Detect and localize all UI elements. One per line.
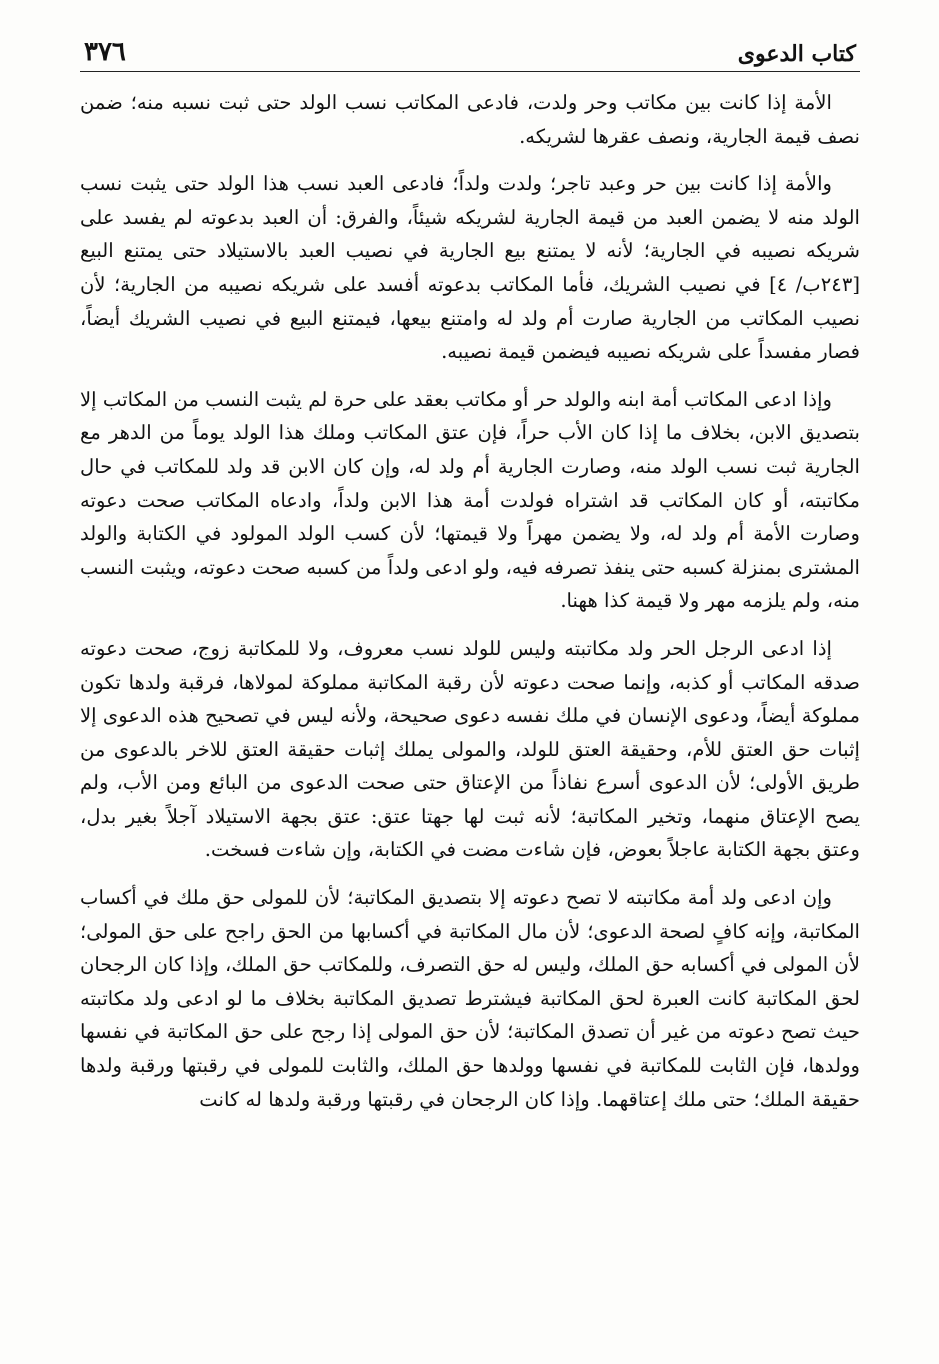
paragraph: والأمة إذا كانت بين حر وعبد تاجر؛ ولدت ولداً؛ فادعى العبد نسب هذا الولد حتى يثبت نسب الولد منه لا يضمن العبد من قيمة الجارية لشريكه شيئاً، والفرق: أن العبد بدعوته لم يفسد على شريكه نصيبه في الجارية؛ لأنه لا يمتنع بيع الجارية في نصيب العبد بالاستيلاد حتى يمتنع البيع [٢٤٣ب/ ٤] في نصيب الشريك، فأما المكاتب بدعوته أفسد على شريكه نصيبه من الجارية؛ لأن نصيب المكاتب من الجارية صارت أم ولد له وامتنع بيعها، فيمتنع البيع في نصيب الشريك أيضاً، فصار مفسداً على شريكه نصيبه فيضمن قيمة نصيبه. bbox=[80, 172, 860, 364]
paragraph: وإذا ادعى المكاتب أمة ابنه والولد حر أو مكاتب بعقد على حرة لم يثبت النسب من المكاتب إلا بتصديق الابن، بخلاف ما إذا كان الأب حراً، فإن عتق المكاتب وملك هذا الولد يوماً من الدهر مع الجارية ثبت نسب الولد منه، وصارت الجارية أم ولد له، وإن كان الابن قد ولد للمكاتب في حال مكاتبته، أو كان المكاتب قد اشتراه فولدت أمة هذا الابن ولداً، وادعاه المكاتب صحت دعوته وصارت الأمة أم ولد له، ولا يضمن مهراً ولا قيمتها؛ لأن كسب الولد المولود في الكتابة والولد المشترى بمنزلة كسبه حتى ينفذ تصرفه فيه، ولو ادعى ولداً من كسبه صحت دعوته، ويثبت النسب منه، ولم يلزمه مهر ولا قيمة كذا ههنا. bbox=[80, 387, 860, 613]
chapter-title: كتاب الدعوى bbox=[737, 41, 856, 67]
page-header bbox=[80, 28, 860, 72]
paragraph: الأمة إذا كانت بين مكاتب وحر ولدت، فادعى المكاتب نسب الولد حتى ثبت نسبه منه؛ ضمن نصف قيمة الجارية، ونصف عقرها لشريكه. bbox=[80, 91, 860, 148]
paragraph: إذا ادعى الرجل الحر ولد مكاتبته وليس للولد نسب معروف، ولا للمكاتبة زوج، صحت دعوته صدقه المكاتب أو كذبه، وإنما صحت دعوته لأن رقبة المكاتبة مملوكة لمولاها، فرقبة ولدها تكون مملوكة أيضاً، ودعوى الإنسان في ملك نفسه دعوى صحيحة، ولأنه ليس في تصحيح هذه الدعوى إلا إثبات حق العتق للأم، وحقيقة العتق للولد، والمولى يملك إثبات حقيقة العتق للاخر بالدعوى من طريق الأولى؛ لأن الدعوى أسرع نفاذاً من الإعتاق حتى صحت الدعوى من البائع ومن الأب، ولم يصح الإعتاق منهما، وتخير المكاتبة؛ لأنه ثبت لها جهتا عتق: عتق بجهة الاستيلاد آجلاً بغير بدل، وعتق بجهة الكتابة عاجلاً بعوض، فإن شاءت مضت في الكتابة، وإن شاءت فسخت. bbox=[80, 636, 860, 862]
paragraph: وإن ادعى ولد أمة مكاتبته لا تصح دعوته إلا بتصديق المكاتبة؛ لأن للمولى حق ملك في أكساب المكاتبة، وإنه كافٍ لصحة الدعوى؛ لأن مال المكاتبة في أكسابها من الحق راجح على حق المولى؛ لأن المولى في أكسابه حق الملك، وليس له حق التصرف، وللمكاتب حق الملك، وإذا كان الرجحان لحق المكاتبة كانت العبرة لحق المكاتبة فيشترط تصديق المكاتبة بخلاف ما لو ادعى ولد مكاتبته حيث تصح دعوته من غير أن تصدق المكاتبة؛ لأن حق المولى إذا رجح على حق المكاتبة في نفسها وولدها، فإن الثابت للمكاتبة في نفسها وولدها حق الملك، والثابت للمولى في رقبتها ورقبة ولدها حقيقة الملك؛ حتى ملك إعتاقهما. وإذا كان الرجحان في رقبتها ورقبة ولدها له كانت bbox=[80, 886, 860, 1111]
book-page bbox=[80, 28, 860, 1348]
page-number: ٣٧٦ bbox=[84, 37, 126, 67]
page-body bbox=[80, 86, 860, 1116]
